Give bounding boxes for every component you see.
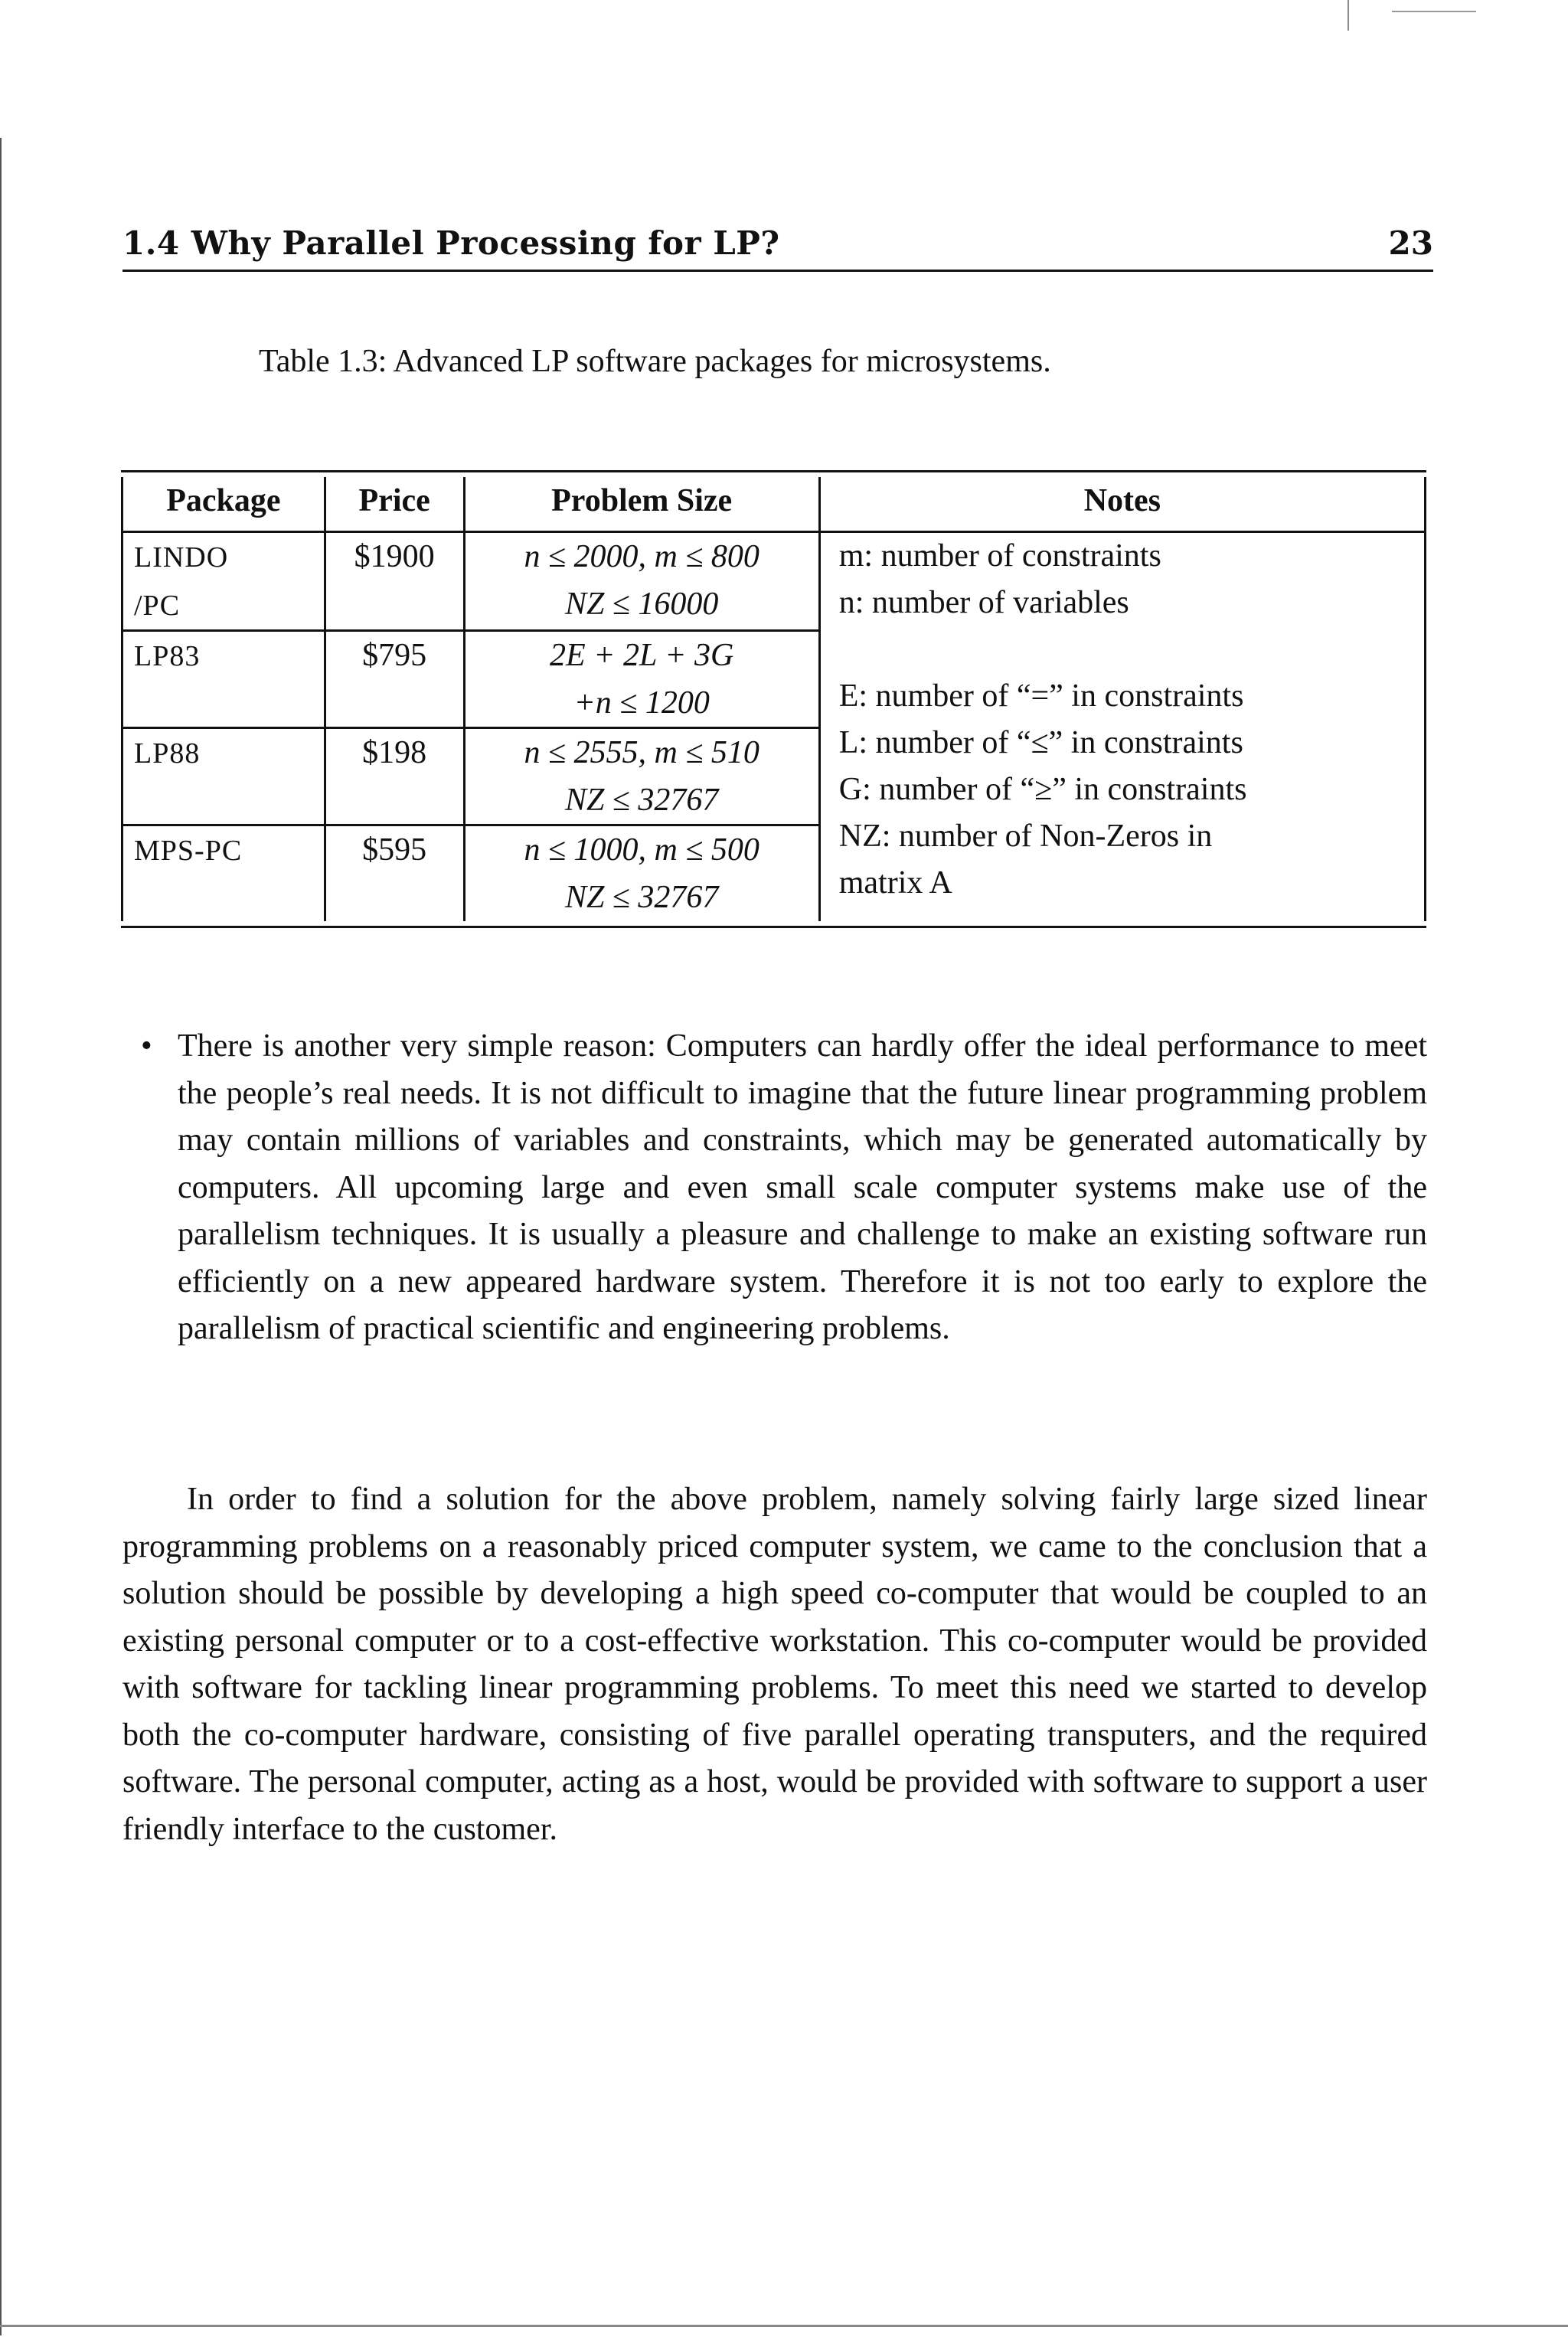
scan-edge-line [0,138,2,2335]
cell-package [122,532,325,631]
package-name: LP88 [134,737,201,770]
bullet-text: There is another very simple reason: Computers can hardly offer the ideal performance to meet the people’s real needs. It is not difficult to imagine that the future linear programming problem may contain millions of variables and constraints, which may be generated automatically by computers. All upcoming large and even small scale computer systems make use of the parallelism techniques. It is usually a pleasure and challenge to make an existing software run efficiently on a new appeared hardware system. Therefore it is not too early to explore the parallelism of practical scientific and engineering problems. [178,1028,1427,1346]
scan-bottom-edge [0,2325,1568,2327]
note-line: G: number of “≥” in constraints [838,772,1247,807]
size-line-1: n ≤ 2555, m ≤ 510 [524,735,760,770]
size-line-1: 2E + 2L + 3G [550,638,734,673]
lp-software-table [121,470,1426,928]
table-bottom-rule [121,926,1426,928]
header-package: Package [122,477,325,532]
package-name: LINDO [134,541,229,574]
cell-package [122,825,325,922]
cell-price: $198 [325,728,464,825]
note-line: matrix A [838,865,952,900]
cell-package [122,631,325,728]
note-line: m: number of constraints [838,538,1161,574]
cell-price: $795 [325,631,464,728]
package-name-cont: /PC [134,590,181,622]
cell-notes [819,532,1425,922]
size-line-2: NZ ≤ 32767 [564,783,719,818]
note-line: L: number of “≤” in constraints [838,725,1243,760]
section-title: 1.4 Why Parallel Processing for LP? [122,224,780,262]
package-name: MPS-PC [134,835,243,867]
note-line: n: number of variables [838,585,1129,620]
running-header [122,201,1433,272]
note-line [839,626,1413,673]
cell-problem-size [464,728,819,825]
table-caption: Table 1.3: Advanced LP software packages for microsystems. [259,344,1051,379]
cell-problem-size [464,631,819,728]
cell-package [122,728,325,825]
scan-top-mark [1392,11,1476,12]
cell-problem-size [464,825,819,922]
scan-corner-mark [1348,0,1349,31]
table-top-rule [121,470,1426,472]
header-price: Price [325,477,464,532]
table-row [122,532,1426,631]
bullet-icon: • [141,1028,152,1064]
size-line-1: n ≤ 1000, m ≤ 500 [524,832,760,868]
size-line-1: n ≤ 2000, m ≤ 800 [524,539,760,574]
bullet-item [141,1023,1427,1353]
body-paragraph: In order to find a solution for the above problem, namely solving fairly large sized linear programming problems on a reasonably priced computer system, we came to the conclusion that a solution should be possible by developing a high speed co-computer that would be coupled to an existing personal computer or to a cost-effective workstation. This co-computer would be provided with software for tackling linear programming problems. To meet this need we started to develop both the co-computer hardware, consisting of five parallel operating transputers, and the required software. The personal computer, acting as a host, would be provided with software to support a user friendly interface to the customer. [122,1482,1427,1847]
note-line: E: number of “=” in constraints [838,678,1244,714]
size-line-2: NZ ≤ 32767 [564,880,719,915]
package-name: LP83 [134,640,201,672]
header-problem-size: Problem Size [464,477,819,532]
page-number: 23 [1388,224,1433,262]
cell-price: $595 [325,825,464,922]
size-line-2: NZ ≤ 16000 [564,587,719,622]
size-line-2: +n ≤ 1200 [573,685,710,721]
table-grid [121,477,1426,921]
note-line: NZ: number of Non-Zeros in [838,819,1213,854]
cell-price: $1900 [325,532,464,631]
cell-problem-size [464,532,819,631]
header-notes: Notes [819,477,1425,532]
